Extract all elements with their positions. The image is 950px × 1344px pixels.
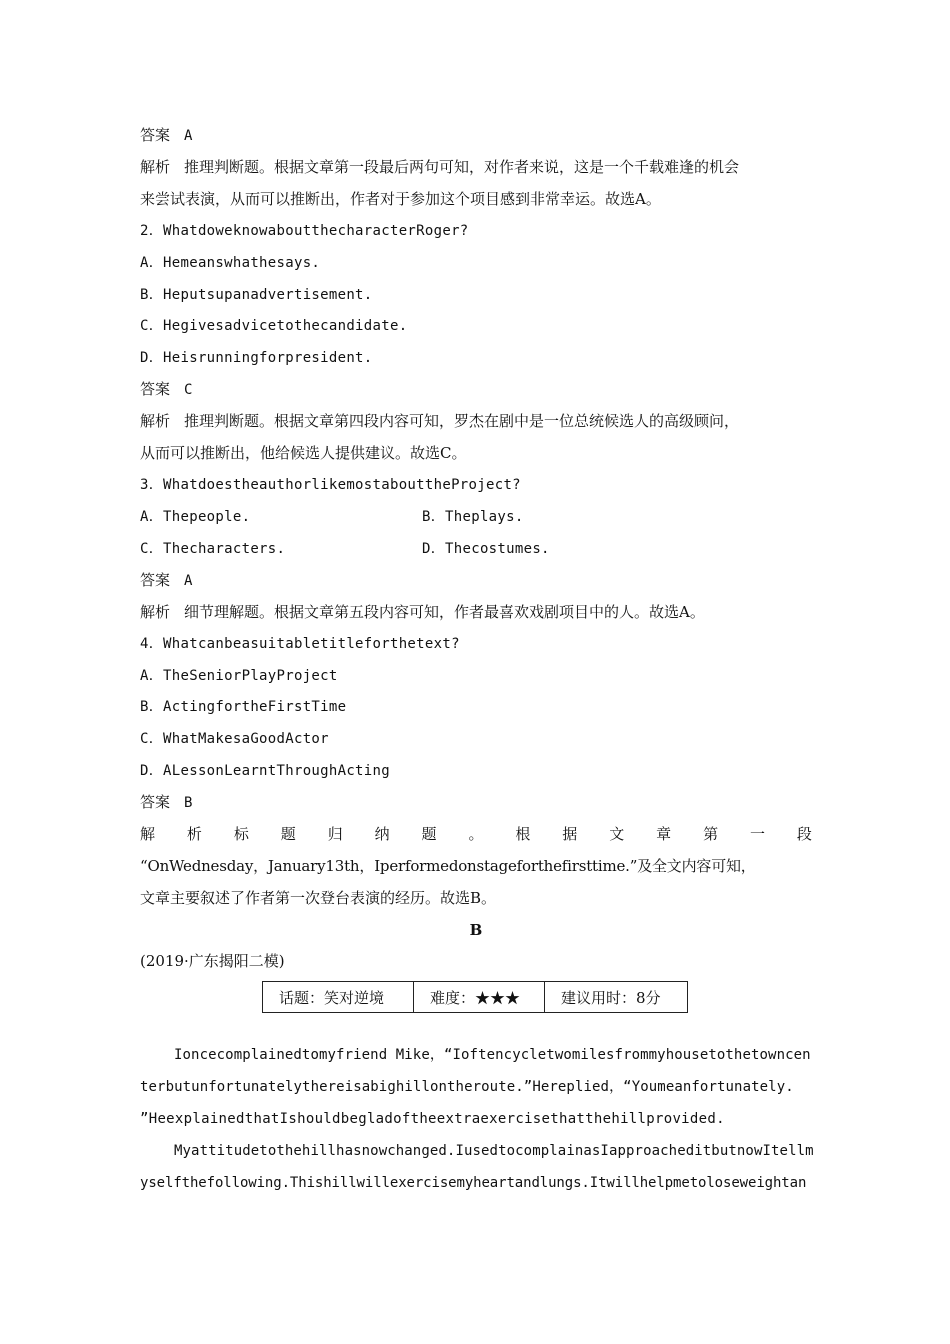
q3-analysis [140, 601, 812, 623]
analysis-char: 根 [515, 825, 531, 843]
analysis-char: 归 [327, 825, 343, 843]
q4-analysis-cont: “OnWednesday，January13th，Iperformedonstageforthefirsttime.”及全文内容可知， [140, 857, 756, 875]
q4-answer [140, 791, 812, 814]
q3-option-c: C．Thecharacters. [140, 541, 286, 557]
time-cell: 建议用时：8分 [545, 982, 688, 1013]
answer-label: 答案 [140, 571, 171, 589]
analysis-char: 。 [468, 825, 484, 843]
passage-p1-line3: ”HeexplainedthatIshouldbegladoftheextraexercisethatthehillprovided. [140, 1111, 725, 1127]
q4-option-c: C．WhatMakesaGoodActor [140, 731, 329, 747]
analysis-char: 一 [749, 825, 765, 843]
q4-option-a: A．TheSeniorPlayProject [140, 668, 338, 684]
q2-answer [140, 378, 812, 401]
analysis-char: 段 [796, 825, 812, 843]
q1-analysis [140, 156, 812, 178]
difficulty-cell: 难度：★★★ [414, 982, 545, 1013]
analysis-char: 题 [280, 825, 296, 843]
passage-p1-line2: terbutunfortunatelythereisabighillontheroute.”Hereplied，“Youmeanfortunately. [140, 1079, 794, 1095]
analysis-char: 纳 [374, 825, 390, 843]
q2-option-d: D．Heisrunningforpresident. [140, 350, 373, 366]
q4-question: 4．Whatcanbeasuitabletitleforthetext? [140, 636, 460, 652]
analysis-text: 推理判断题。根据文章第四段内容可知，罗杰在剧中是一位总统候选人的高级顾问， [184, 412, 740, 430]
passage-p2-line1: Myattitudetothehillhasnowchanged.IusedtocomplainasIapproacheditbutnowItellm [174, 1143, 814, 1159]
q4-option-d: D．ALessonLearntThroughActing [140, 763, 390, 779]
analysis-char: 题 [421, 825, 437, 843]
analysis-text: 推理判断题。根据文章第一段最后两句可知，对作者来说，这是一个千载难逢的机会 [184, 158, 740, 176]
q4-analysis-spaced [140, 823, 812, 845]
q3-option-b: B．Theplays. [422, 509, 524, 525]
q2-analysis [140, 410, 812, 432]
analysis-label: 解析 [140, 603, 171, 621]
analysis-char: 文 [609, 825, 625, 843]
q2-option-b: B．Heputsupanadvertisement. [140, 287, 373, 303]
q3-option-d: D．Thecostumes. [422, 541, 550, 557]
analysis-label: 解析 [140, 158, 171, 176]
answer-label: 答案 [140, 380, 171, 398]
answer-value: C [184, 382, 193, 398]
section-source: (2019·广东揭阳二模) [140, 952, 285, 970]
q3-options-row1 [140, 506, 812, 528]
passage-p1-line1: Ioncecomplainedtomyfriend Mike，“Ioftencycletwomilesfrommyhousetothetowncen [174, 1047, 811, 1063]
passage-p2-line2: yselfthefollowing.Thishillwillexercisemyheartandlungs.Itwillhelpmetoloseweightan [140, 1175, 807, 1191]
answer-value: A [184, 128, 193, 144]
analysis-char: 解 [140, 825, 156, 843]
q2-option-c: C．Hegivesadvicetothecandidate. [140, 318, 408, 334]
analysis-char: 析 [186, 825, 202, 843]
analysis-char: 据 [562, 825, 578, 843]
analysis-char: 标 [233, 825, 249, 843]
q3-option-a: A．Thepeople. [140, 509, 251, 525]
q4-analysis-end: 文章主要叙述了作者第一次登台表演的经历。故选B。 [140, 889, 497, 907]
topic-cell: 话题：笑对逆境 [263, 982, 414, 1013]
answer-value: A [184, 573, 193, 589]
passage-info-table [262, 981, 688, 1013]
q3-question: 3．WhatdoestheauthorlikemostabouttheProject? [140, 477, 521, 493]
q2-question: 2．WhatdoweknowaboutthecharacterRoger? [140, 223, 469, 239]
answer-value: B [184, 795, 193, 811]
q1-answer [140, 124, 812, 147]
q3-answer [140, 569, 812, 592]
section-letter: B [469, 921, 483, 939]
analysis-text: 细节理解题。根据文章第五段内容可知，作者最喜欢戏剧项目中的人。故选A。 [184, 603, 705, 621]
analysis-char: 第 [703, 825, 719, 843]
analysis-label: 解析 [140, 412, 171, 430]
answer-label: 答案 [140, 793, 171, 811]
q4-option-b: B．ActingfortheFirstTime [140, 699, 347, 715]
q2-analysis-cont: 从而可以推断出，他给候选人提供建议。故选C。 [140, 444, 467, 462]
q3-options-row2 [140, 538, 812, 560]
q1-analysis-cont: 来尝试表演，从而可以推断出，作者对于参加这个项目感到非常幸运。故选A。 [140, 190, 661, 208]
answer-label: 答案 [140, 126, 171, 144]
q2-option-a: A．Hemeanswhathesays. [140, 255, 321, 271]
analysis-char: 章 [656, 825, 672, 843]
